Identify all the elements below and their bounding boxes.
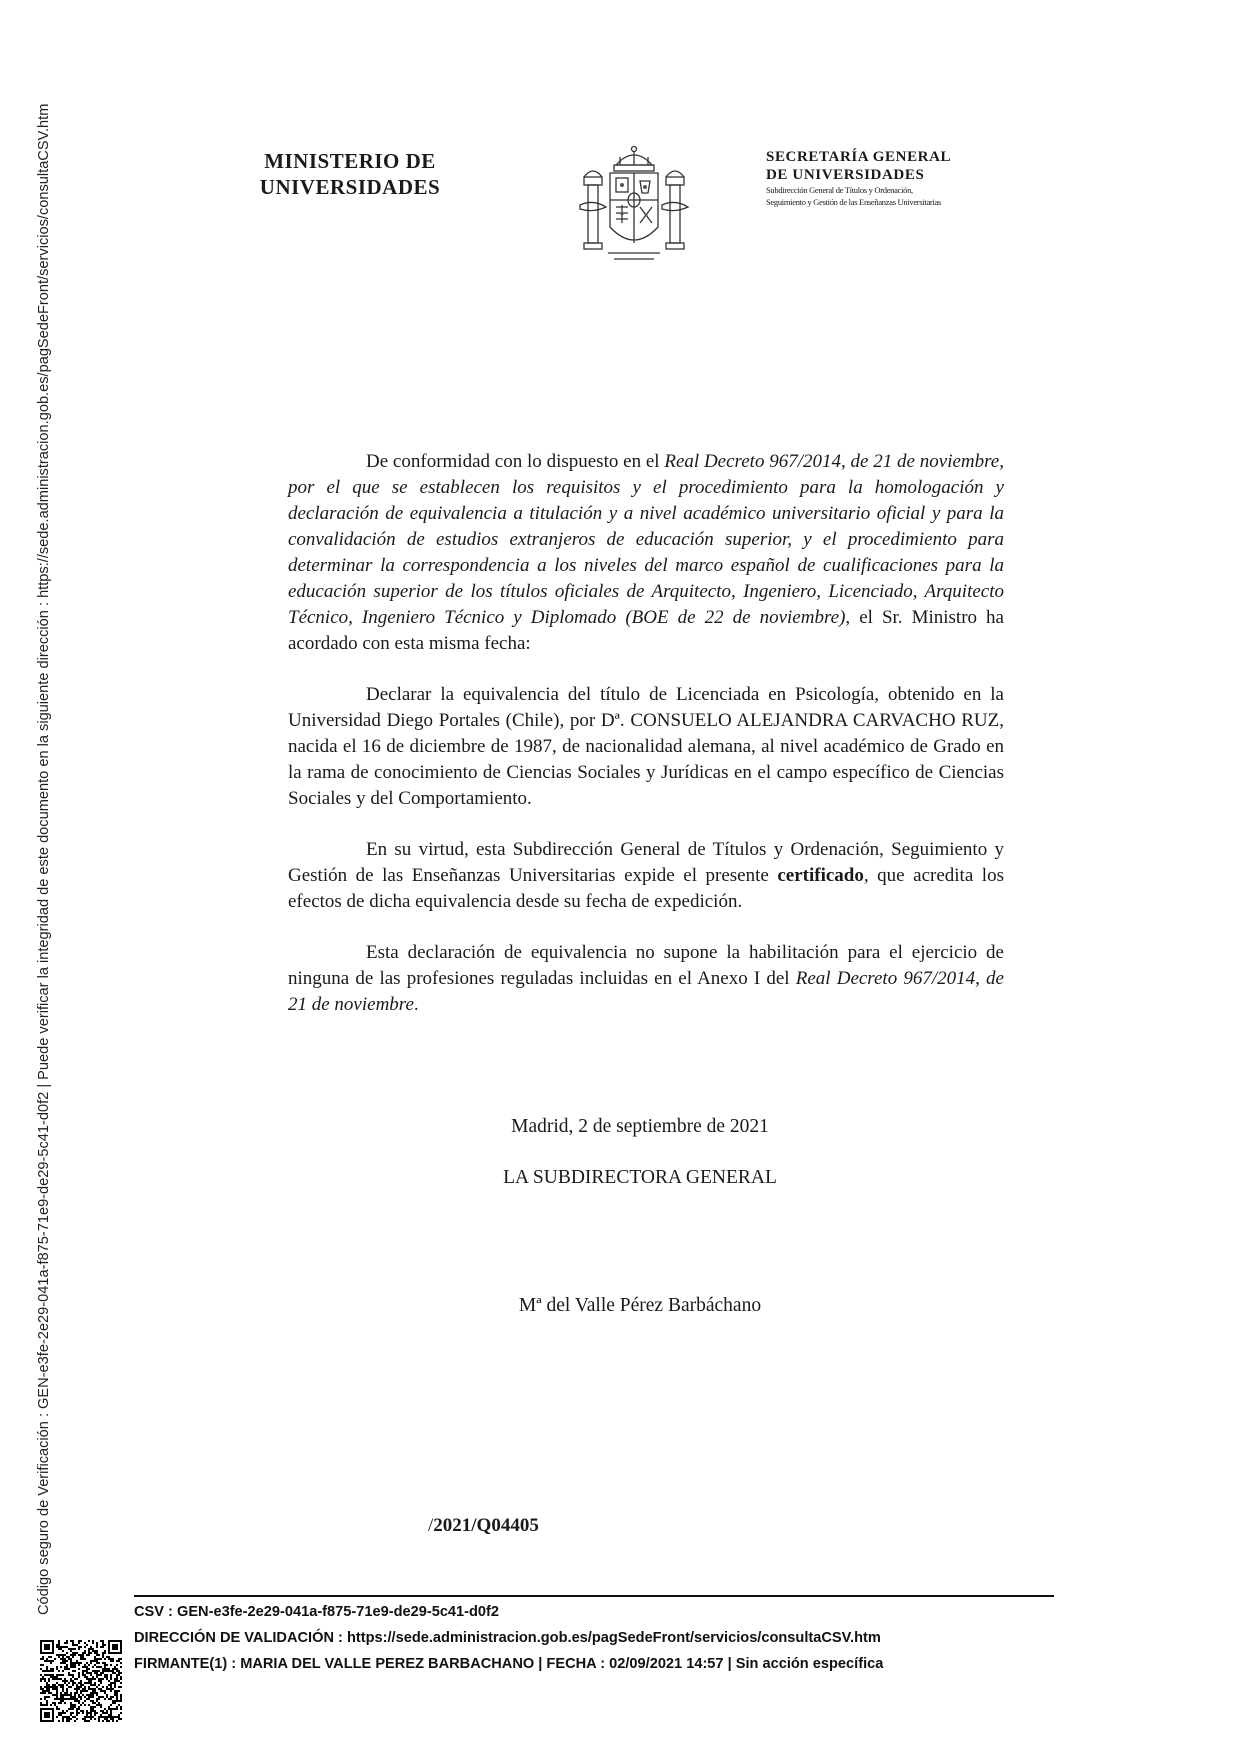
ministry-header [240, 148, 460, 200]
secretaria-line-2: DE UNIVERSIDADES [766, 167, 925, 183]
reference-slash: / [428, 1515, 434, 1536]
ministry-line-1: MINISTERIO DE [264, 149, 436, 173]
paragraph-1-outro: , el Sr. Ministro ha acordado con esta misma fecha: [288, 607, 1004, 654]
paragraph-3 [288, 837, 1004, 915]
paragraph-1 [288, 449, 1004, 657]
secretaria-line-1: SECRETARÍA GENERAL [766, 149, 952, 165]
paragraph-1-intro: De conformidad con lo dispuesto en el [366, 451, 665, 472]
footer-divider [134, 1595, 1054, 1597]
footer-signer: FIRMANTE(1) : MARIA DEL VALLE PEREZ BARBACHANO | FECHA : 02/09/2021 14:57 | Sin acción específica [134, 1656, 884, 1672]
side-verification-text: Código seguro de Verificación : GEN-e3fe-2e29-041a-f875-71e9-de29-5c41-d0f2 | Puede verificar la integridad de este documento en la siguiente dirección : https://sede.administracion.gob.es/pagSedeFront/servicios/consultaCSV.htm [36, 103, 52, 1615]
secretaria-header [766, 148, 1026, 208]
paragraph-4-reference: Real Decreto 967/2014, de 21 de noviembre [288, 968, 1004, 1015]
paragraph-4 [288, 940, 1004, 1018]
footer-validation-link[interactable]: DIRECCIÓN DE VALIDACIÓN : https://sede.administracion.gob.es/pagSedeFront/servicios/consultaCSV.htm [134, 1630, 881, 1646]
place-date: Madrid, 2 de septiembre de 2021 [511, 1116, 769, 1137]
signer-role: LA SUBDIRECTORA GENERAL [503, 1167, 777, 1188]
ministry-line-2: UNIVERSIDADES [259, 175, 441, 199]
footer-block [134, 1599, 1214, 1677]
qr-code-icon [40, 1640, 122, 1722]
paragraph-3-outro: , que acredita los efectos de dicha equivalencia desde su fecha de expedición. [288, 865, 1004, 912]
reference-code [428, 1515, 539, 1537]
coat-of-arms-icon [578, 143, 690, 265]
paragraph-4-intro: Esta declaración de equivalencia no supone la habilitación para el ejercicio de ninguna de las profesiones reguladas incluidas en el Anexo I del [288, 942, 1004, 989]
paragraph-1-reference: Real Decreto 967/2014, de 21 de noviembre, por el que se establecen los requisitos y el procedimiento para la homologación y declaración de equivalencia a titulación y a nivel académico universitario oficial y para la convalidación de estudios extranjeros de educación superior, y el procedimiento para determinar la correspondencia a los niveles del marco español de cualificaciones para la educación superior de los títulos oficiales de Arquitecto, Ingeniero, Licenciado, Arquitecto Técnico, Ingeniero Técnico y Diplomado (BOE de 22 de noviembre) [288, 451, 1004, 628]
reference-number: 2021/Q04405 [433, 1515, 539, 1536]
signer-name: Mª del Valle Pérez Barbáchano [518, 1295, 762, 1316]
paragraph-3-intro: En su virtud, esta Subdirección General de Títulos y Ordenación, Seguimiento y Gestión de las Enseñanzas Universitarias expide el presente [288, 839, 1004, 886]
secretaria-line-4: Seguimiento y Gestión de las Enseñanzas Universitarias [766, 197, 942, 207]
paragraph-3-bold: certificado [777, 865, 864, 886]
paragraph-2: Declarar la equivalencia del título de Licenciada en Psicología, obtenido en la Universidad Diego Portales (Chile), por Dª. CONSUELO ALEJANDRA CARVACHO RUZ, nacida el 16 de diciembre de 1987, de nacionalidad alemana, al nivel académico de Grado en la rama de conocimiento de Ciencias Sociales y Jurídicas en el campo específico de Ciencias Sociales y del Comportamiento. [288, 684, 1004, 809]
secretaria-line-3: Subdirección General de Títulos y Ordenación, [766, 185, 913, 195]
footer-csv: CSV : GEN-e3fe-2e29-041a-f875-71e9-de29-5c41-d0f2 [134, 1604, 500, 1620]
paragraph-4-outro: . [413, 994, 419, 1015]
document-body [288, 449, 1004, 1043]
